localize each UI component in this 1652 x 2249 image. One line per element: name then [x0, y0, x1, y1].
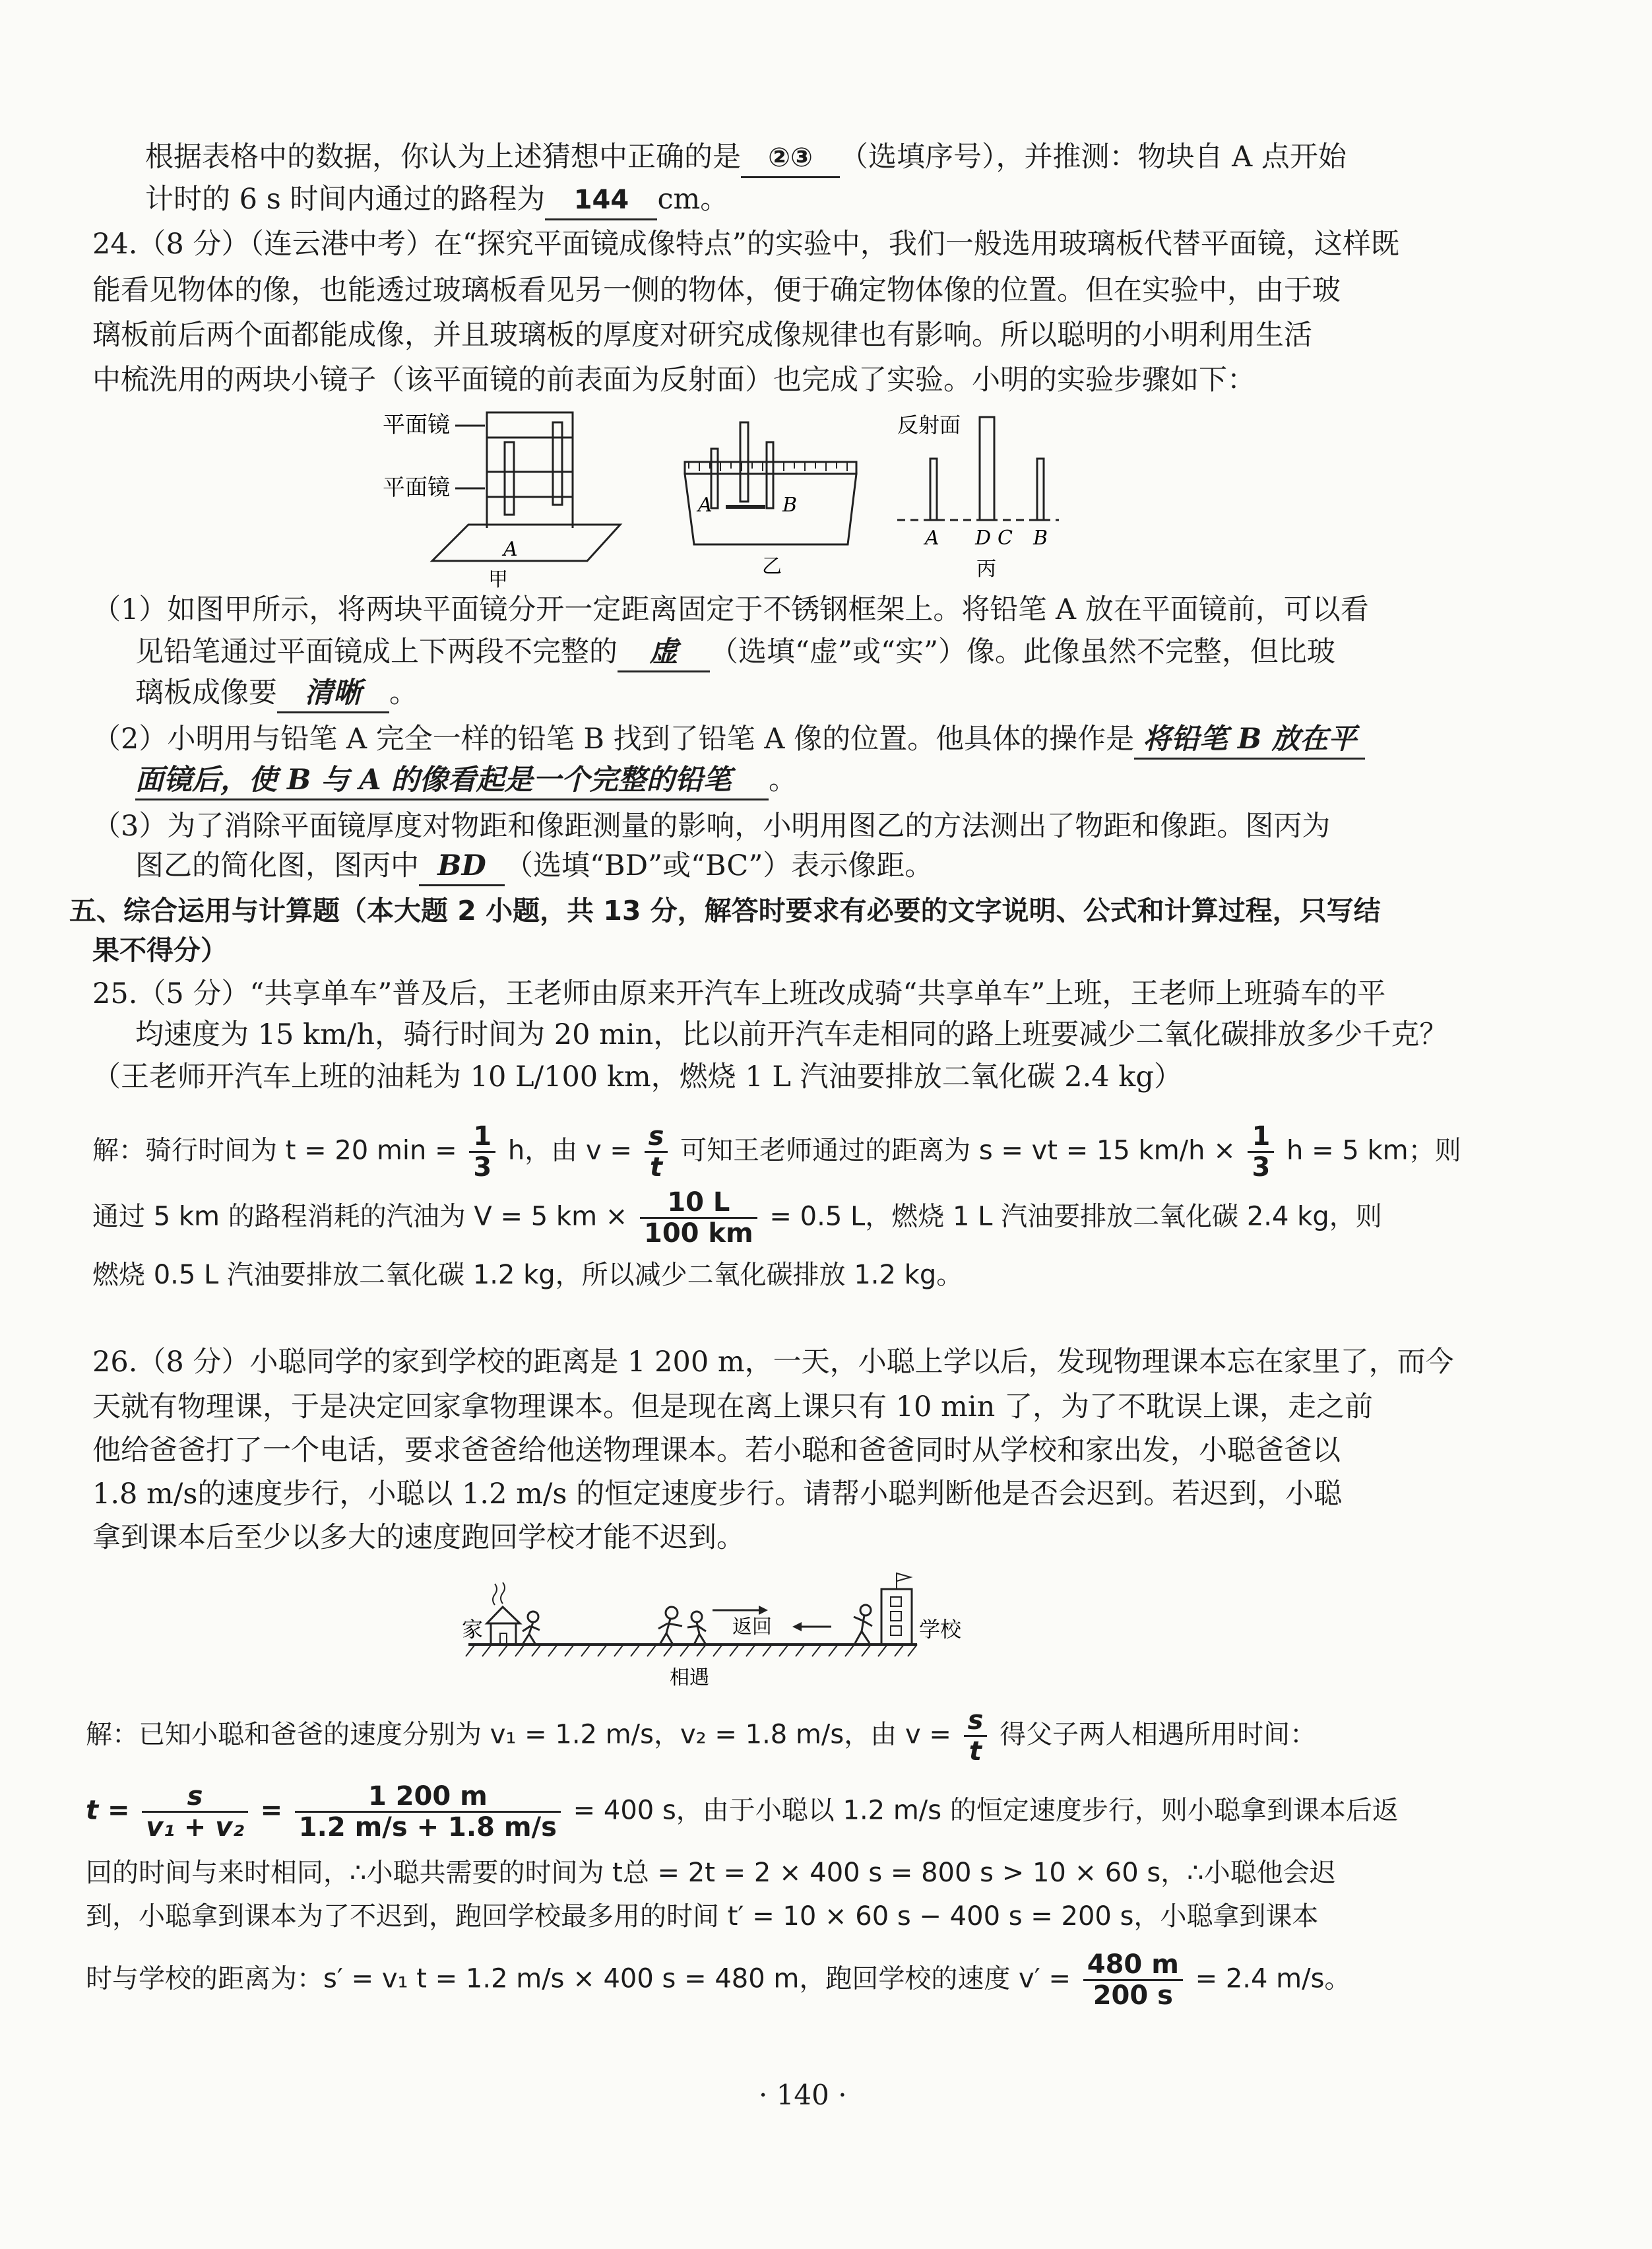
return-label: 返回 — [732, 1615, 772, 1639]
q26-solution-line-5: 时与学校的距离为：s′ = v₁ t = 1.2 m/s × 400 s = 480 m，跑回学校的速度 v′ = $\frac{480 m}{200 s}$ = 2.4 m/s。 — [86, 1949, 1351, 2011]
figure-bing — [897, 412, 1059, 581]
q25-line-2: 均速度为 15 km/h，骑行时间为 20 min，比以前开汽车走相同的路上班要减少二氧化碳排放多少千克？ — [135, 1018, 1448, 1051]
q26-line-3: 他给爸爸打了一个电话，要求爸爸给他送物理课本。若小聪和爸爸同时从学校和家出发，小聪爸爸以 — [92, 1434, 1341, 1467]
section-5-heading-line-2: 果不得分） — [92, 934, 228, 966]
yi-label-A: A — [698, 494, 713, 517]
bing-label-B: B — [1033, 527, 1048, 550]
jia-mirror-label-1: 平面镜 — [383, 412, 450, 438]
bing-label-A: A — [925, 527, 939, 550]
q26-solution-line-2: t = $\frac{s}{\text{v₁ + v₂}}$ = $\frac{1 200 m}{1.2 m/s + 1.8 m/s}$ = 400 s，由于小聪以 1.2 m/s 的恒定速度步行，则小聪拿到课本后返 — [86, 1781, 1399, 1842]
fraction-s-over-vsum: $\frac{s}{\text{v₁ + v₂}}$ — [142, 1782, 248, 1842]
q24-line-1: 24.（8 分）（连云港中考）在“探究平面镜成像特点”的实验中，我们一般选用玻璃板代替平面镜，这样既 — [92, 228, 1399, 261]
q23-line-2: 计时的 6 s 时间内通过的路程为 144 cm。 — [145, 181, 728, 220]
page-number: · 140 · — [759, 2079, 847, 2111]
school-building-icon — [881, 1573, 912, 1645]
figure-jia — [383, 412, 620, 591]
fraction-s-over-t-q26: $\frac{s}{t}$ — [964, 1706, 988, 1766]
q24-part1-answer-1: 虚 — [618, 634, 710, 672]
q25-line-1: 25.（5 分）“共享单车”普及后，王老师由原来开汽车上班改成骑“共享单车”上班，王老师上班骑车的平 — [92, 977, 1386, 1010]
q24-line-2: 能看见物体的像，也能透过玻璃板看见另一侧的物体，便于确定物体像的位置。但在实验中，由于玻 — [92, 274, 1341, 307]
bing-label-C: C — [998, 527, 1013, 550]
home-label: 家 — [462, 1617, 484, 1642]
person-running-icon — [854, 1605, 872, 1643]
fraction-one-third-2: $\frac{1}{3}$ — [1248, 1122, 1274, 1182]
fraction-480-over-200: $\frac{480 m}{200 s}$ — [1083, 1950, 1183, 2010]
q24-part3-line-2: 图乙的简化图，图丙中 BD （选填“BD”或“BC”）表示像距。 — [135, 847, 933, 886]
yi-caption: 乙 — [762, 555, 782, 578]
q26-solution-line-3: 回的时间与来时相同，∴小聪共需要的时间为 t总 = 2t = 2 × 400 s = 800 s > 10 × 60 s，∴小聪他会迟 — [86, 1858, 1336, 1888]
bing-caption: 丙 — [976, 558, 996, 581]
person-walking-icon — [523, 1612, 540, 1645]
jia-label-A: A — [503, 538, 518, 561]
q25-solution-line-1: 解：骑行时间为 t = 20 min = $\frac{1}{3}$ h，由 v = $\frac{s}{t}$ 可知王老师通过的距离为 s = vt = 15 km/h × $\frac{1}{3}$ h = 5 km；则 — [92, 1121, 1461, 1183]
q26-line-1: 26.（8 分）小聪同学的家到学校的距离是 1 200 m，一天，小聪上学以后，发现物理课本忘在家里了，而今 — [92, 1346, 1454, 1379]
section-5-heading-line-1: 五、综合运用与计算题（本大题 2 小题，共 13 分，解答时要求有必要的文字说明、公式和计算过程，只写结 — [69, 895, 1381, 927]
jia-mirror-label-2: 平面镜 — [383, 474, 450, 501]
figure-yi — [685, 422, 856, 578]
mirror-experiment-figure — [369, 403, 1095, 591]
q23-line-1: 根据表格中的数据，你认为上述猜想中正确的是 ②③ （选填序号），并推测：物块自 A 点开始 — [145, 139, 1347, 178]
q24-part1-line-2: 见铅笔通过平面镜成上下两段不完整的 虚 （选填“虚”或“实”）像。此像虽然不完整，但比玻 — [135, 634, 1335, 672]
q24-part3-answer: BD — [419, 847, 505, 886]
bing-reflect-label: 反射面 — [897, 412, 961, 438]
meet-label: 相遇 — [670, 1666, 709, 1689]
fraction-one-third: $\frac{1}{3}$ — [469, 1122, 495, 1182]
q26-solution-line-4: 到，小聪拿到课本为了不迟到，跑回学校最多用的时间 t′ = 10 × 60 s − 400 s = 200 s，小聪拿到课本 — [86, 1901, 1319, 1932]
q24-line-4: 中梳洗用的两块小镜子（该平面镜的前表面为反射面）也完成了实验。小明的实验步骤如下： — [92, 364, 1255, 397]
bing-label-D: D — [975, 527, 992, 550]
q24-part2-line-2: 面镜后，使 B 与 A 的像看起是一个完整的铅笔 。 — [135, 762, 797, 800]
q24-part2-line-1: （2）小明用与铅笔 A 完全一样的铅笔 B 找到了铅笔 A 像的位置。他具体的操作是 将铅笔 B 放在平 — [92, 721, 1365, 760]
fraction-1200-over-speeds: $\frac{1 200 m}{1.2 m/s + 1.8 m/s}$ — [295, 1782, 561, 1842]
q26-solution-line-1: 解：已知小聪和爸爸的速度分别为 v₁ = 1.2 m/s，v₂ = 1.8 m/s，由 v = $\frac{s}{t}$ 得父子两人相遇所用时间： — [86, 1705, 1317, 1767]
fraction-fuel-consumption: $\frac{10 L}{100 km}$ — [640, 1188, 757, 1248]
yi-label-B: B — [782, 494, 798, 517]
home-school-figure — [462, 1571, 990, 1689]
q24-part2-answer-2: 面镜后，使 B 与 A 的像看起是一个完整的铅笔 — [135, 762, 769, 800]
school-label: 学校 — [919, 1617, 962, 1642]
meeting-people-icon — [658, 1607, 706, 1645]
q24-part1-line-1: （1）如图甲所示，将两块平面镜分开一定距离固定于不锈钢框架上。将铅笔 A 放在平面镜前，可以看 — [92, 593, 1369, 626]
q25-line-3: （王老师开汽车上班的油耗为 10 L/100 km，燃烧 1 L 汽油要排放二氧化碳 2.4 kg） — [92, 1060, 1182, 1093]
house-icon — [487, 1582, 520, 1645]
arrow-left-icon — [792, 1622, 831, 1631]
q23-answer-1: ②③ — [741, 139, 840, 178]
q24-part2-answer-1: 将铅笔 B 放在平 — [1134, 721, 1365, 760]
q25-solution-line-3: 燃烧 0.5 L 汽油要排放二氧化碳 1.2 kg，所以减少二氧化碳排放 1.2 kg。 — [92, 1260, 963, 1290]
q24-part1-answer-2: 清晰 — [277, 674, 389, 713]
q26-line-4: 1.8 m/s的速度步行，小聪以 1.2 m/s 的恒定速度步行。请帮小聪判断他是否会迟到。若迟到，小聪 — [92, 1478, 1343, 1511]
q24-part1-line-3: 璃板成像要 清晰 。 — [135, 674, 418, 713]
q23-answer-2: 144 — [545, 181, 657, 220]
q25-solution-line-2: 通过 5 km 的路程消耗的汽油为 V = 5 km × $\frac{10 L}{100 km}$ = 0.5 L，燃烧 1 L 汽油要排放二氧化碳 2.4 kg，则 — [92, 1187, 1382, 1249]
fraction-s-over-t: $\frac{s}{t}$ — [645, 1122, 668, 1182]
q24-line-3: 璃板前后两个面都能成像，并且玻璃板的厚度对研究成像规律也有影响。所以聪明的小明利用生活 — [92, 319, 1312, 352]
jia-caption: 甲 — [488, 568, 508, 591]
q26-line-2: 天就有物理课，于是决定回家拿物理课本。但是现在离上课只有 10 min 了，为了不耽误上课，走之前 — [92, 1390, 1373, 1423]
q26-line-5: 拿到课本后至少以多大的速度跑回学校才能不迟到。 — [92, 1521, 745, 1554]
q24-part3-line-1: （3）为了消除平面镜厚度对物距和像距测量的影响，小明用图乙的方法测出了物距和像距。图丙为 — [92, 810, 1331, 843]
arrow-right-icon — [713, 1606, 768, 1615]
